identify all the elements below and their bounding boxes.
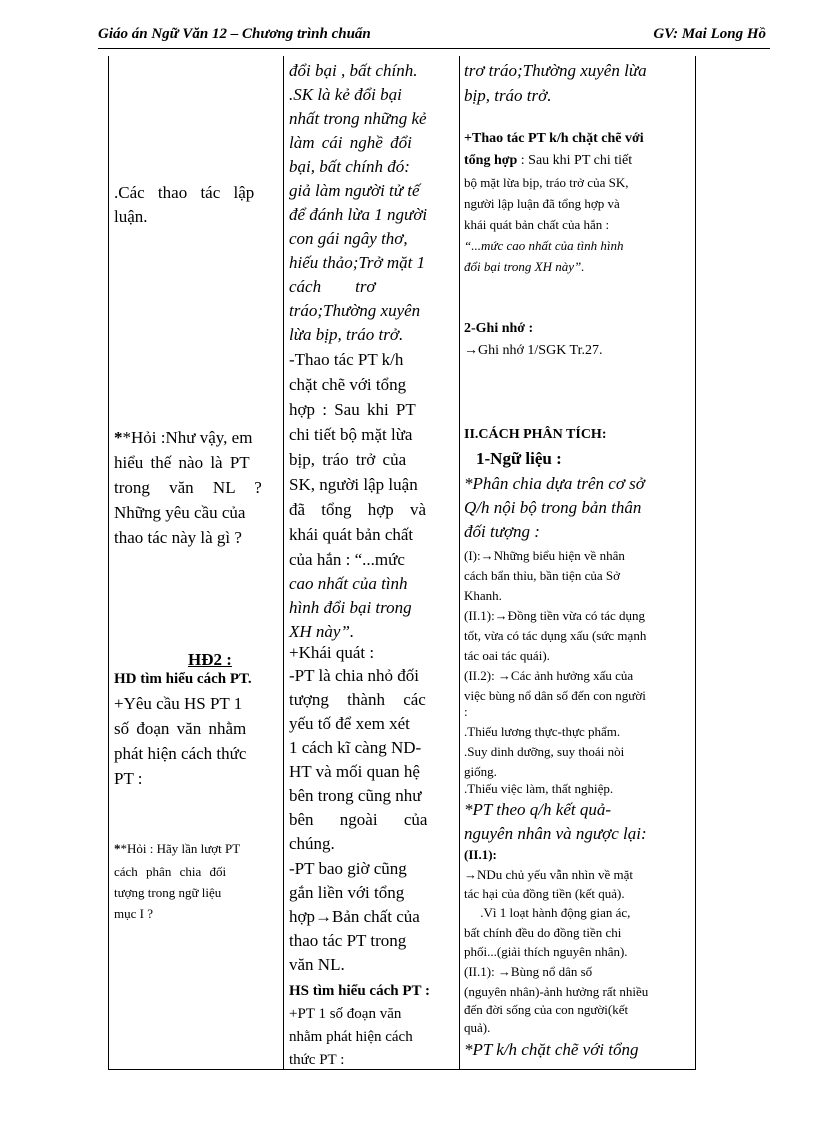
mid-text: hợp→Bản chất của (289, 907, 420, 926)
mid-text: -PT bao giờ cũng (289, 859, 407, 878)
mid-text: nhất trong những kẻ (289, 109, 427, 128)
mid-text: khái quát bản chất (289, 525, 414, 544)
right-text: tổng hợp : Sau khi PT chi tiết (464, 153, 633, 168)
right-text: (II.2): →Các ảnh hưởng xấu của (464, 668, 634, 683)
mid-text: nhằm phát hiện cách (289, 1029, 413, 1045)
right-text: tác hại của đồng tiền (kết quả). (464, 886, 625, 901)
right-list-item: .Suy dinh dưỡng, suy thoái nòi (464, 744, 625, 759)
mid-text: đổi bại , bất chính. (289, 61, 418, 80)
right-text: việc bùng nổ dân số đến con người (464, 688, 646, 703)
right-text: Q/h nội bộ trong bản thân (464, 498, 642, 517)
mid-heading: +Khái quát : (289, 643, 375, 662)
mid-text: -PT là chia nhỏ đối (289, 666, 419, 685)
mid-text: văn NL. (289, 955, 345, 974)
right-text: bất chính đều do đồng tiền chi (464, 925, 622, 940)
mid-text: của hắn : “...mức (289, 550, 405, 569)
mid-text: hợp : Sau khi PT (289, 400, 416, 419)
right-text: tác oai tác quái). (464, 648, 550, 663)
mid-text: tráo;Thường xuyên (289, 301, 421, 320)
right-text: (I):→Những biểu hiện về nhân (464, 548, 625, 563)
mid-text: để đánh lừa 1 người (289, 205, 428, 224)
left-question-2: **Hỏi : Hãy lần lượt PT (114, 841, 241, 856)
mid-text: +PT 1 số đoạn văn (289, 1006, 402, 1022)
right-list-item: .Thiếu lương thực-thực phẩm. (464, 724, 621, 739)
mid-heading: HS tìm hiểu cách PT : (289, 983, 430, 999)
right-text: đối tượng : (464, 522, 540, 541)
left-question-2: tượng trong ngữ liệu (114, 885, 222, 900)
right-label: (II.1): (464, 847, 497, 862)
right-text: người lập luận đã tổng hợp và (464, 196, 620, 211)
right-text: →Ghi nhớ 1/SGK Tr.27. (464, 343, 603, 358)
left-question: hiểu thế nào là PT (114, 453, 250, 472)
right-text: trơ tráo;Thường xuyên lừa (464, 61, 647, 80)
header-left: Giáo án Ngữ Văn 12 – Chương trình chuẩn (98, 26, 371, 42)
right-text: *Phân chia dựa trên cơ sở (464, 474, 645, 493)
right-heading: 1-Ngữ liệu : (476, 449, 562, 468)
mid-text: con gái ngây thơ, (289, 229, 408, 248)
mid-text: bên trong cũng như (289, 786, 422, 805)
right-text: (II.1):→Đồng tiền vừa có tác dụng (464, 608, 646, 623)
mid-text: tượng thành các (289, 690, 426, 709)
mid-text: thức PT : (289, 1052, 345, 1068)
right-text: cách bẩn thỉu, bần tiện của Sở (464, 568, 620, 583)
right-text: bộ mặt lừa bịp, tráo trở của SK, (464, 175, 629, 190)
right-heading: *PT theo q/h kết quả- (464, 800, 611, 819)
left-question: **Hỏi :Như vậy, em (114, 428, 253, 447)
left-text: luận. (114, 207, 148, 226)
right-list-item: .Thiếu việc làm, thất nghiệp. (464, 781, 614, 796)
mid-text: .SK là kẻ đổi bại (289, 85, 402, 104)
header-rule (98, 48, 770, 49)
header-right: GV: Mai Long Hồ (653, 26, 766, 42)
mid-text: chúng. (289, 834, 335, 853)
left-text: +Yêu cầu HS PT 1 (114, 694, 243, 713)
right-text: bịp, tráo trở. (464, 86, 552, 105)
mid-text: chặt chẽ với tổng (289, 375, 407, 394)
mid-text: bại, bất chính đó: (289, 157, 410, 176)
right-text: khái quát bản chất của hắn : (464, 217, 610, 232)
left-text: số đoạn văn nhằm (114, 719, 247, 738)
right-text: tốt, vừa có tác dụng xấu (sức mạnh (464, 628, 647, 643)
right-text: (nguyên nhân)-ảnh hưởng rất nhiều (464, 984, 649, 999)
right-heading: nguyên nhân và ngược lại: (464, 824, 647, 843)
mid-text: SK, người lập luận (289, 475, 418, 494)
mid-text: XH này”. (289, 622, 355, 641)
right-text: : (464, 704, 468, 719)
mid-text: thao tác PT trong (289, 931, 407, 950)
mid-text: cao nhất của tình (289, 574, 408, 593)
mid-text: lừa bịp, tráo trở. (289, 325, 404, 344)
right-text: .Vì 1 loạt hành động gian ác, (464, 905, 631, 920)
mid-text: đã tổng hợp và (289, 500, 427, 519)
mid-text: -Thao tác PT k/h (289, 350, 404, 369)
left-text: PT : (114, 769, 143, 788)
mid-text: bịp, tráo trở của (289, 450, 407, 469)
left-question: thao tác này là gì ? (114, 528, 242, 547)
mid-text: bên ngoài của (289, 810, 428, 829)
mid-text: yếu tố để xem xét (289, 714, 410, 733)
left-question: Những yêu cầu của (114, 503, 246, 522)
right-heading: +Thao tác PT k/h chặt chẽ với (464, 131, 644, 146)
right-heading: II.CÁCH PHÂN TÍCH: (464, 427, 607, 442)
mid-text: làm cái nghề đổi (289, 133, 412, 152)
right-text: Khanh. (464, 588, 502, 603)
right-text: “...mức cao nhất của tình hình (464, 238, 624, 253)
mid-text: giả làm người tử tế (289, 181, 420, 200)
mid-text: gắn liền với tổng (289, 883, 405, 902)
right-text: (II.1): →Bùng nổ dân số (464, 964, 593, 979)
mid-text: hiếu thảo;Trở mặt 1 (289, 253, 426, 272)
column-divider-2 (459, 56, 460, 1070)
right-text: quả). (464, 1020, 491, 1035)
column-divider-1 (283, 56, 284, 1070)
left-question-2: cách phân chia đối (114, 864, 227, 879)
mid-text: chi tiết bộ mặt lừa (289, 425, 413, 444)
hd2-title: HĐ2 : (188, 650, 232, 669)
right-text: đổi bại trong XH này”. (464, 259, 585, 274)
right-heading: *PT k/h chặt chẽ với tổng (464, 1040, 639, 1059)
mid-text: 1 cách kĩ càng ND- (289, 738, 422, 757)
right-text: →NDu chủ yếu vẫn nhìn về mặt (464, 867, 633, 882)
right-list-item: giống. (464, 764, 497, 779)
mid-text: cách trơ (289, 277, 376, 296)
left-question-2: mục I ? (114, 906, 153, 921)
hd2-subtitle: HD tìm hiểu cách PT. (114, 671, 252, 687)
mid-text: hình đổi bại trong (289, 598, 412, 617)
mid-text: HT và mối quan hệ (289, 762, 420, 781)
left-question: trong văn NL ? (114, 478, 262, 497)
left-text: phát hiện cách thức (114, 744, 247, 763)
right-text: phối...(giải thích nguyên nhân). (464, 944, 628, 959)
right-text: đến đời sống của con người(kết (464, 1002, 629, 1017)
left-text: .Các thao tác lập (114, 183, 255, 202)
right-heading: 2-Ghi nhớ : (464, 321, 534, 336)
